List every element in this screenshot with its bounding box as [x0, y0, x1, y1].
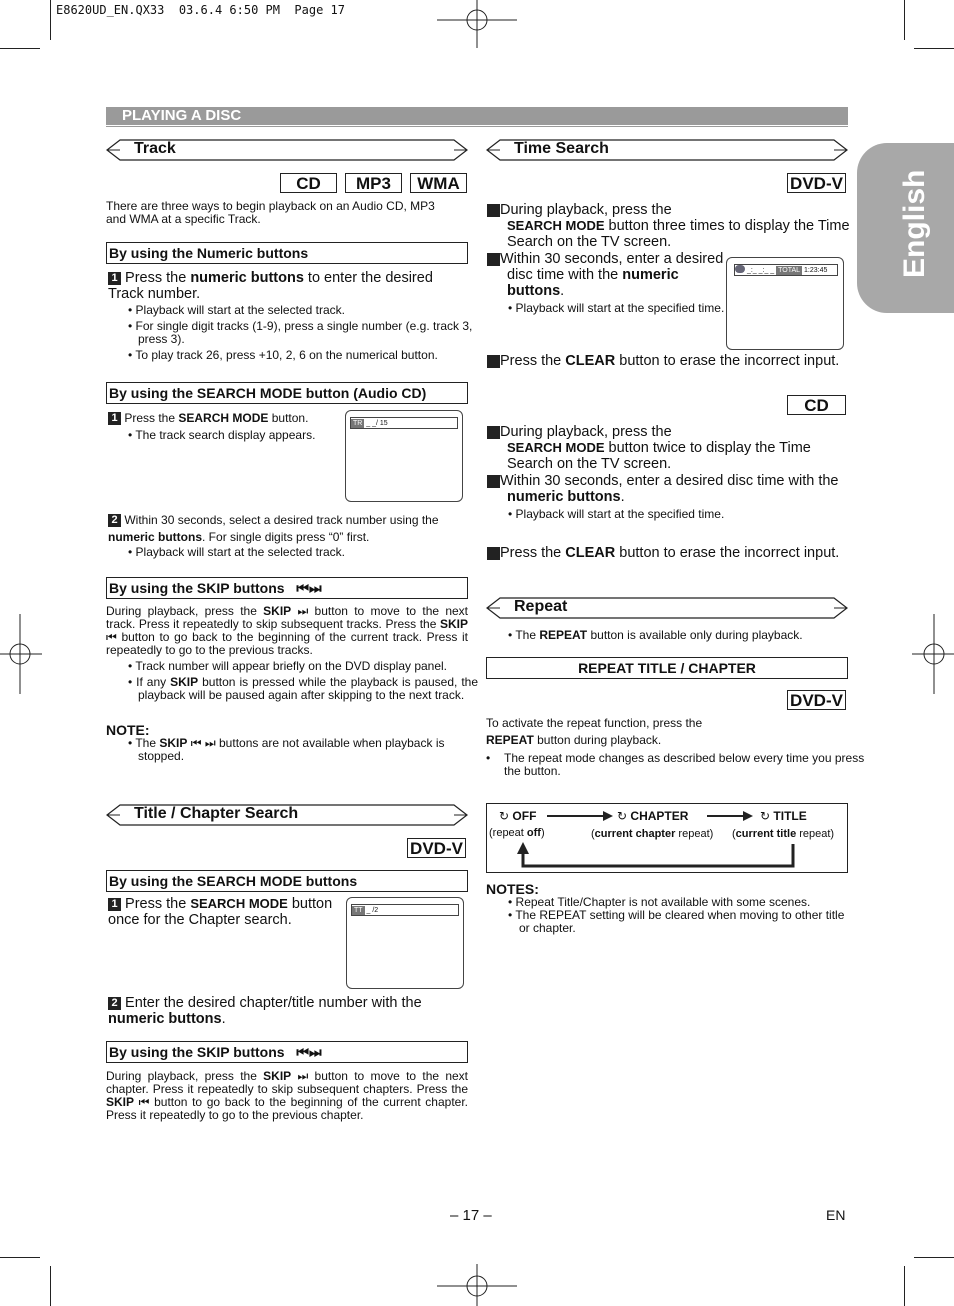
numeric-buttons-head: By using the Numeric buttons [106, 242, 468, 264]
skip-back-icon: ⏮ [106, 630, 117, 644]
divider [106, 126, 848, 127]
chapter-skip-paragraph: During playback, press the SKIP ⏭ button to move to the next chapter. Press it repeatedly to skip subsequent chapters. Press the SKIP ⏮ button to go back to the beginning of the current chapter. Press it repeatedly to go to the previous chapter. [106, 1069, 469, 1122]
crop-mark [914, 48, 954, 49]
repeat-title-chapter-head: REPEAT TITLE / CHAPTER [486, 657, 848, 679]
time-cd-step-2-bullet: • Playback will start at the specified time. [508, 507, 725, 521]
skip-back-icon: ⏮ [296, 580, 310, 596]
crop-mark [0, 48, 40, 49]
time-cd-step-3: 3 Press the CLEAR button to erase the incorrect input. [480, 545, 840, 561]
note-label: NOTE: [106, 722, 150, 738]
search-step-1: 1 Press the SEARCH MODE button. [108, 412, 343, 425]
registration-mark-bottom [437, 1264, 517, 1306]
numeric-bullet: • To play track 26, press +10, 2, 6 on the numerical button. [128, 348, 438, 362]
crop-mark [50, 1266, 51, 1306]
flow-off: ↻ OFF [499, 809, 537, 823]
chapter-step-2: 2 Enter the desired chapter/title number with the numeric buttons. [108, 995, 422, 1027]
time-search-heading: Time Search [486, 139, 848, 161]
crop-mark [0, 1257, 40, 1258]
search-step-2: 2 Within 30 seconds, select a desired track number using the numeric buttons. For single digits press “0” first. [108, 513, 439, 544]
repeat-bullet: • The REPEAT button is available only during playback. [508, 628, 803, 642]
skip-bullet-2: • If any SKIP button is pressed while the playback is paused, the playback will be paused again after skipping to the next track. [128, 675, 479, 702]
badge-dvd-v: DVD-V [787, 173, 846, 193]
repeat-mode-bullet: • The repeat mode changes as described below every time you press the button. [486, 751, 865, 778]
track-intro: There are three ways to begin playback on an Audio CD, MP3 and WMA at a specific Track. [106, 199, 435, 226]
language-tab: English [857, 143, 954, 313]
repeat-heading: Repeat [486, 597, 848, 619]
skip-paragraph: During playback, press the SKIP ⏭ button to move to the next track. Press it repeatedly to skip subsequent tracks. Press the SKIP ⏮ button to go back to the beginning of the current track. Press it repeatedly to go to the previous tracks. [106, 604, 469, 657]
repeat-icon: ↻ [617, 809, 628, 823]
registration-mark-right [912, 614, 954, 694]
time-dvd-step-2: 2 Within 30 seconds, enter a desired disc time with the numeric buttons. [480, 251, 724, 299]
badge-mp3: MP3 [345, 173, 402, 193]
skip-back-icon: ⏮ [296, 1044, 310, 1060]
skip-forward-icon: ⏭ [309, 580, 322, 596]
chapter-step-1: 1 Press the SEARCH MODE button once for the Chapter search. [108, 896, 333, 928]
flow-title: ↻ TITLE [760, 809, 807, 823]
badge-wma: WMA [410, 173, 467, 193]
notes-label: NOTES: [486, 881, 539, 897]
badge-dvd-v: DVD-V [407, 838, 466, 858]
skip-forward-icon: ⏭ [309, 1044, 322, 1060]
repeat-flow-diagram [486, 803, 848, 873]
skip-bullet-1: • Track number will appear briefly on the DVD display panel. [128, 659, 448, 673]
badge-cd: CD [787, 395, 846, 415]
repeat-activate: To activate the repeat function, press the REPEAT button during playback. [486, 716, 703, 747]
search-step-2-bullet: • Playback will start at the selected track. [128, 545, 345, 559]
badge-dvd-v: DVD-V [787, 690, 846, 710]
time-dvd-step-1: 1 During playback, press the SEARCH MODE button three times to display the Time Search on the TV screen. [480, 202, 850, 250]
section-header: PLAYING A DISC [106, 107, 848, 125]
skip-forward-icon: ⏭ [297, 1069, 309, 1083]
skip-forward-icon: ⏭ [297, 604, 309, 618]
flow-title-sub: (current title repeat) [732, 828, 835, 840]
search-step-1-bullet: • The track search display appears. [128, 428, 316, 442]
chapter-skip-head: By using the SKIP buttons ⏮⏭ [106, 1041, 468, 1063]
time-dvd-step-3: 3 Press the CLEAR button to erase the incorrect input. [480, 353, 840, 369]
repeat-icon: ↻ [499, 809, 510, 823]
time-cd-step-2: 2 Within 30 seconds, enter a desired disc time with the numeric buttons. [480, 473, 839, 505]
disc-icon [735, 265, 745, 273]
language-code: EN [826, 1207, 846, 1223]
registration-mark-left [0, 614, 42, 694]
skip-back-icon: ⏮ [190, 736, 202, 750]
track-heading: Track [106, 139, 468, 161]
note-text: • The SKIP ⏮ ⏭ buttons are not available when playback is stopped. [128, 736, 445, 763]
crop-mark [904, 0, 905, 40]
flow-off-sub: (repeat off) [489, 827, 545, 839]
repeat-icon: ↻ [760, 809, 771, 823]
skip-buttons-head: By using the SKIP buttons ⏮⏭ [106, 577, 468, 599]
badge-cd: CD [280, 173, 337, 193]
title-chapter-heading: Title / Chapter Search [106, 804, 468, 826]
crop-mark [914, 1257, 954, 1258]
print-header: E8620UD_EN.QX33 03.6.4 6:50 PM Page 17 [56, 3, 345, 17]
notes-item: • Repeat Title/Chapter is not available with some scenes. [508, 895, 811, 909]
crop-mark [904, 1266, 905, 1306]
notes-item: • The REPEAT setting will be cleared when moving to other title or chapter. [508, 908, 845, 935]
search-mode-head: By using the SEARCH MODE button (Audio CD) [106, 382, 468, 404]
flow-chapter: ↻ CHAPTER [617, 809, 689, 823]
crop-mark [50, 0, 51, 40]
time-search-screen: _:_ _:_ _ TOTAL 1:23:45 [726, 257, 844, 350]
numeric-step-1: 1 Press the numeric buttons to enter the desired Track number. [108, 270, 433, 302]
time-cd-step-1: 1 During playback, press the SEARCH MODE button twice to display the Time Search on the TV screen. [480, 424, 811, 472]
chapter-search-screen: TT _ /2 [346, 897, 464, 989]
page-number: – 17 – [450, 1207, 492, 1224]
time-dvd-step-2-bullet: • Playback will start at the specified time. [508, 301, 725, 315]
flow-chapter-sub: (current chapter repeat) [591, 828, 714, 840]
numeric-bullet: • For single digit tracks (1-9), press a single number (e.g. track 3, press 3). [128, 319, 473, 346]
registration-mark-top [437, 0, 517, 48]
chapter-search-head: By using the SEARCH MODE buttons [106, 870, 468, 892]
skip-forward-icon: ⏭ [204, 736, 216, 750]
numeric-bullet: • Playback will start at the selected track. [128, 303, 345, 317]
track-search-screen: TR _ _/ 15 [345, 410, 463, 502]
skip-back-icon: ⏮ [138, 1095, 150, 1109]
